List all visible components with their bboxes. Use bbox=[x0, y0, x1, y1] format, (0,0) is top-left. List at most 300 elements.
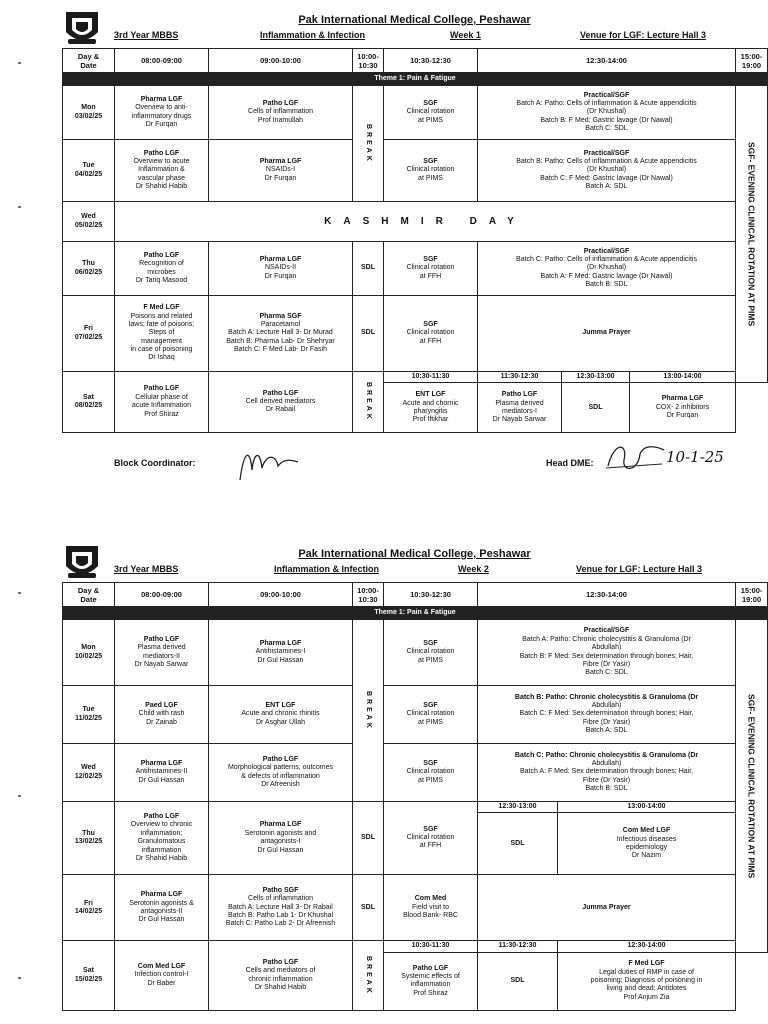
cell-line: chronic inflammation bbox=[248, 975, 313, 983]
cell-line: Dr Nazim bbox=[631, 852, 662, 860]
cell-line: Abdullah) bbox=[591, 759, 622, 767]
cell-heading: Pharma SGF bbox=[259, 312, 302, 320]
slot-5 bbox=[478, 686, 736, 744]
cell-heading: Patho LGF bbox=[501, 391, 538, 399]
cell-line: Dr Afreenish bbox=[261, 780, 300, 788]
slot-4 bbox=[384, 686, 478, 744]
cell-line: management bbox=[141, 337, 182, 345]
row-fri bbox=[63, 296, 768, 372]
cell-heading: Com Med LGF bbox=[622, 827, 671, 835]
cell-line: Prof Inamullah bbox=[257, 116, 304, 124]
cell-line: at FFH bbox=[419, 272, 442, 280]
cell-heading: Batch C: Patho: Chronic cholecystitis & Granuloma (Dr bbox=[514, 751, 699, 759]
cell-line: living and dead; Antidotes bbox=[606, 985, 687, 993]
slot-4 bbox=[384, 875, 478, 941]
cell-line: Child with rash bbox=[138, 710, 185, 718]
day-cell: Thu 06/02/25 bbox=[63, 242, 115, 296]
cell-line: COX- 2 inhibitors bbox=[655, 403, 710, 411]
header-row bbox=[63, 49, 768, 73]
slot-1 bbox=[115, 372, 209, 433]
cell-heading: Pharma LGF bbox=[140, 891, 183, 899]
cell-line: Dr Furqan bbox=[666, 412, 699, 420]
week-label: Week 1 bbox=[450, 30, 481, 40]
cell-line: Dr Furqan bbox=[264, 174, 297, 182]
cell-line: Dr Rabail bbox=[265, 406, 296, 414]
slot-2 bbox=[209, 744, 353, 802]
cell-line: Dr Furqan bbox=[264, 272, 297, 280]
cell-line: Dr Tariq Masood bbox=[135, 276, 188, 284]
timetable-week-2 bbox=[62, 542, 767, 1011]
row-tue bbox=[63, 686, 768, 744]
cell-line: inflammatory drugs bbox=[131, 112, 192, 120]
cell-line: Cellular phase of bbox=[135, 393, 188, 401]
cell-line: Batch C: SDL bbox=[585, 125, 628, 133]
break-cell: BREAK bbox=[353, 86, 384, 202]
cell-line: Batch B: Patho Lab 1- Dr Khushal bbox=[227, 912, 334, 920]
cell-line: at FFH bbox=[419, 337, 442, 345]
slot-5 bbox=[478, 620, 736, 686]
cell-line: at PIMS bbox=[418, 776, 443, 784]
theme-row bbox=[63, 73, 768, 86]
cell-heading: Patho LGF bbox=[143, 813, 180, 821]
col-t2: 09:00-10:00 bbox=[209, 49, 353, 73]
cell-line: NSAIDs-II bbox=[264, 264, 297, 272]
row-fri bbox=[63, 875, 768, 941]
sub-time: 12:30-13:00 bbox=[478, 802, 558, 813]
sub-slot-4 bbox=[630, 383, 736, 433]
cell-heading: Practical/SGF bbox=[583, 149, 630, 157]
day-cell: Fri 07/02/25 bbox=[63, 296, 115, 372]
cell-line: mediators-I bbox=[501, 407, 537, 415]
cell-line: Dr Gul Hassan bbox=[257, 656, 304, 664]
cell-line: Poisons and related bbox=[130, 312, 193, 320]
slot-4 bbox=[384, 86, 478, 140]
row-thu-subheader bbox=[63, 802, 768, 813]
slot-4 bbox=[384, 242, 478, 296]
cell-line: Overview to chronic bbox=[130, 821, 193, 829]
cell-line: Plasma derived bbox=[137, 644, 186, 652]
cell-heading: SGF bbox=[423, 759, 438, 767]
day-cell: Mon 03/02/25 bbox=[63, 86, 115, 140]
cell-line: & defects of inflammation bbox=[241, 772, 320, 780]
cell-line: in case of poisoning bbox=[130, 346, 193, 354]
slot-4 bbox=[384, 620, 478, 686]
module-label: Inflammation & Infection bbox=[274, 564, 380, 574]
head-dme-label: Head DME: bbox=[546, 458, 594, 468]
slot-1 bbox=[115, 686, 209, 744]
cell-line: Abdullah) bbox=[591, 644, 622, 652]
cell-line: at PIMS bbox=[418, 718, 443, 726]
sub-slot-1 bbox=[384, 952, 478, 1010]
slot-2 bbox=[209, 296, 353, 372]
cell-line: Infection control-I bbox=[134, 971, 189, 979]
slot-2 bbox=[209, 86, 353, 140]
cell-line: NSAIDs-I bbox=[265, 166, 296, 174]
sdl-cell: SDL bbox=[353, 296, 384, 372]
cell-line: at PIMS bbox=[418, 656, 443, 664]
cell-line: inflammation; bbox=[140, 829, 183, 837]
cell-line: Steps of bbox=[148, 329, 175, 337]
cell-line: Recognition of bbox=[139, 260, 184, 268]
sub-time: 11:30-12:30 bbox=[478, 941, 558, 952]
cell-heading: Pharma LGF bbox=[259, 639, 302, 647]
cell-heading: Patho LGF bbox=[262, 958, 299, 966]
slot-2 bbox=[209, 875, 353, 941]
slot-4 bbox=[384, 744, 478, 802]
cell-line: Batch A: Patho: Chronic cholecystitis & Granuloma (Dr bbox=[522, 635, 691, 643]
cell-heading: ENT LGF bbox=[415, 391, 446, 399]
cell-line: Batch A: Patho: Cells of inflammation & Acute appendicitis bbox=[516, 99, 697, 107]
sdl-cell: SDL bbox=[478, 952, 558, 1010]
schedule-table bbox=[62, 582, 768, 1011]
row-thu bbox=[63, 242, 768, 296]
col-t3: 10:00- 10:30 bbox=[353, 583, 384, 607]
sub-time: 10:30-11:30 bbox=[384, 941, 478, 952]
cell-heading: Patho LGF bbox=[143, 251, 180, 259]
cell-line: Serotonin agonists and bbox=[244, 829, 317, 837]
sub-time: 13:00-14:00 bbox=[630, 372, 736, 383]
cell-heading: Patho LGF bbox=[143, 635, 180, 643]
cell-line: Batch B: SDL bbox=[585, 785, 628, 793]
cell-line: Clinical rotation bbox=[406, 768, 455, 776]
cell-heading: F Med LGF bbox=[143, 304, 180, 312]
cell-line: epidemiology bbox=[625, 843, 668, 851]
sdl-cell: SDL bbox=[353, 802, 384, 875]
cell-line: Prof Iftikhar bbox=[412, 416, 449, 424]
cell-heading: Com Med bbox=[414, 895, 447, 903]
cell-line: Dr Zainab bbox=[146, 718, 177, 726]
block-coordinator-label: Block Coordinator: bbox=[114, 458, 196, 468]
cell-line: at PIMS bbox=[418, 116, 443, 124]
cell-heading: SGF bbox=[423, 255, 438, 263]
cell-heading: SGF bbox=[423, 825, 438, 833]
year-label: 3rd Year MBBS bbox=[114, 564, 179, 574]
cell-line: Field visit to bbox=[412, 903, 449, 911]
cell-heading: SGF bbox=[423, 99, 438, 107]
cell-line: Prof Shiraz bbox=[413, 989, 448, 997]
cell-line: Acute and chornic bbox=[402, 399, 459, 407]
slot-5 bbox=[478, 140, 736, 202]
col-t6: 15:00- 19:00 bbox=[736, 49, 768, 73]
cell-line: Cell derived mediators bbox=[245, 398, 316, 405]
break-cell: BREAK bbox=[353, 941, 384, 1010]
cell-heading: Patho LGF bbox=[262, 99, 299, 107]
slot-1 bbox=[115, 242, 209, 296]
slot-5 bbox=[478, 86, 736, 140]
cell-heading: Batch B: Patho: Chronic cholecystitis & Granuloma (Dr bbox=[514, 693, 699, 701]
cell-line: Batch A: Lecture Hall 3- Dr Rabail bbox=[228, 903, 333, 911]
cell-line: Dr Nayab Sarwar bbox=[134, 660, 189, 668]
cell-line: Fibre (Dr Yasir) bbox=[582, 776, 631, 784]
cell-line: Batch B: SDL bbox=[585, 281, 628, 289]
cell-heading: Pharma LGF bbox=[259, 157, 302, 165]
cell-line: Batch C: F Med Lab- Dr Fasih bbox=[234, 346, 327, 354]
cell-line: Overview to anti- bbox=[135, 104, 188, 112]
slot-4 bbox=[384, 296, 478, 372]
cell-line: Dr Nayab Sarwar bbox=[492, 416, 547, 424]
cell-line: laws; fate of poisons; bbox=[128, 320, 195, 328]
cell-heading: Pharma LGF bbox=[140, 95, 183, 103]
cell-line: microbes bbox=[147, 268, 176, 276]
cell-heading: Patho LGF bbox=[143, 385, 180, 393]
col-t3: 10:00- 10:30 bbox=[353, 49, 384, 73]
cell-line: Fibre (Dr Yasir) bbox=[582, 660, 631, 668]
cell-line: Batch C: F Med: Gastric lavage (Dr Nawal) bbox=[540, 174, 673, 182]
col-t6: 15:00- 19:00 bbox=[736, 583, 768, 607]
slot-2 bbox=[209, 686, 353, 744]
col-t1: 08:00-09:00 bbox=[115, 49, 209, 73]
sheet-header bbox=[62, 8, 767, 48]
col-t1: 08:00-09:00 bbox=[115, 583, 209, 607]
coordinator-signature-icon bbox=[232, 440, 302, 490]
slot-2 bbox=[209, 802, 353, 875]
row-wed bbox=[63, 744, 768, 802]
slot-2 bbox=[209, 140, 353, 202]
cell-heading: SGF bbox=[423, 639, 438, 647]
cell-line: Batch A: SDL bbox=[585, 183, 628, 191]
cell-heading: F Med LGF bbox=[628, 960, 665, 968]
cell-line: Dr Furqan bbox=[145, 120, 178, 128]
cell-heading: Pharma LGF bbox=[140, 759, 183, 767]
sub-time: 11:30-12:30 bbox=[478, 372, 562, 383]
cell-line: Clinical rotation bbox=[406, 329, 455, 337]
slot-2 bbox=[209, 620, 353, 686]
slot-1 bbox=[115, 875, 209, 941]
cell-line: Batch A: F Med: Sex determination through bones; Hair, bbox=[519, 768, 694, 776]
cell-line: Cells and mediators of bbox=[245, 967, 316, 975]
signature-date: 10-1-25 bbox=[666, 448, 724, 466]
row-tue bbox=[63, 140, 768, 202]
cell-line: Prof Anjum Zia bbox=[623, 993, 670, 1001]
cell-line: Dr Shahid Habib bbox=[254, 983, 307, 991]
break-cell: BREAK bbox=[353, 620, 384, 802]
day-cell: Wed 12/02/25 bbox=[63, 744, 115, 802]
day-cell: Tue 11/02/25 bbox=[63, 686, 115, 744]
cell-line: Cells of inflammation bbox=[248, 108, 313, 116]
theme-row bbox=[63, 607, 768, 620]
cell-line: Antihistamines-I bbox=[255, 648, 306, 656]
cell-heading: Pharma LGF bbox=[259, 255, 302, 263]
slot-1 bbox=[115, 140, 209, 202]
slot-2 bbox=[209, 372, 353, 433]
cell-line: Batch C: Patho Lab 2- Dr Afreenish bbox=[225, 920, 336, 928]
cell-heading: Com Med LGF bbox=[137, 963, 186, 970]
break-cell: BREAK bbox=[353, 372, 384, 433]
cell-line: Batch A: SDL bbox=[585, 727, 628, 735]
cell-heading: Practical/SGF bbox=[583, 91, 630, 99]
college-name: Pak International Medical College, Peshawar bbox=[298, 14, 531, 26]
cell-line: Infectious diseases bbox=[616, 835, 677, 843]
cell-line: Fibre (Dr Yasir) bbox=[582, 718, 631, 726]
day-cell: Fri 14/02/25 bbox=[63, 875, 115, 941]
col-t4: 10:30-12:30 bbox=[384, 49, 478, 73]
cell-heading: Practical/SGF bbox=[583, 627, 630, 635]
cell-line: Paracetamol bbox=[260, 320, 301, 328]
cell-line: Prof Shiraz bbox=[144, 410, 179, 418]
cell-line: antagonists-I bbox=[260, 838, 301, 846]
cell-line: Batch A: F Med: Gastric lavage (Dr Nawal) bbox=[540, 272, 673, 280]
sub-slot-1 bbox=[384, 383, 478, 433]
cell-line: Dr Ishaq bbox=[148, 354, 175, 362]
cell-line: pharyngitis bbox=[413, 407, 448, 415]
cell-line: inflammation bbox=[410, 981, 451, 989]
slot-1 bbox=[115, 744, 209, 802]
cell-line: Clinical rotation bbox=[406, 710, 455, 718]
cell-line: Abdullah) bbox=[591, 701, 622, 709]
jumma-cell: Jumma Prayer bbox=[478, 296, 736, 372]
cell-line: Serotonin agonists & bbox=[129, 899, 194, 907]
cell-line: Overview to acute bbox=[133, 157, 190, 165]
cell-heading: Patho LGF bbox=[412, 964, 449, 972]
cell-line: at PIMS bbox=[418, 174, 443, 182]
slot-2 bbox=[209, 242, 353, 296]
evening-rotation: SGF- EVENING CLINICAL ROTATION AT PIMS bbox=[736, 620, 768, 953]
cell-line: Dr Gul Hassan bbox=[138, 776, 185, 784]
cell-line: vascular phase bbox=[137, 174, 186, 182]
cell-line: Clinical rotation bbox=[406, 166, 455, 174]
cell-line: Dr Shahid Habib bbox=[135, 854, 188, 862]
sheet-header bbox=[62, 542, 767, 582]
cell-line: Clinical rotation bbox=[406, 648, 455, 656]
cell-line: Dr Asghar Ullah bbox=[255, 718, 306, 726]
slot-5 bbox=[478, 744, 736, 802]
theme-bar: Theme 1: Pain & Fatigue bbox=[63, 73, 768, 86]
slot-1 bbox=[115, 620, 209, 686]
holiday-cell: KASHMIR DAY bbox=[115, 202, 736, 242]
row-mon bbox=[63, 620, 768, 686]
sdl-cell: SDL bbox=[478, 813, 558, 875]
cell-line: Granulomatous bbox=[137, 838, 186, 846]
cell-line: poisoning; Diagnosis of poisoning in bbox=[590, 977, 703, 985]
row-sat-subheader bbox=[63, 372, 768, 383]
header-row bbox=[63, 583, 768, 607]
day-cell: Thu 13/02/25 bbox=[63, 802, 115, 875]
cell-line: at FFH bbox=[419, 842, 442, 850]
row-mon bbox=[63, 86, 768, 140]
cell-line: Plasma derived bbox=[495, 399, 544, 407]
slot-4 bbox=[384, 802, 478, 875]
cell-line: Clinical rotation bbox=[406, 264, 455, 272]
col-t2: 09:00-10:00 bbox=[209, 583, 353, 607]
sdl-cell: SDL bbox=[353, 242, 384, 296]
cell-heading: Pharma LGF bbox=[259, 821, 302, 829]
cell-heading: Practical/SGF bbox=[583, 247, 630, 255]
cell-line: Batch B: Pharma Lab- Dr Shehryar bbox=[226, 337, 335, 345]
cell-line: Dr Gul Hassan bbox=[138, 916, 185, 924]
sub-slot-3 bbox=[558, 952, 736, 1010]
cell-line: acute Inflammation bbox=[131, 402, 192, 410]
day-cell: Sat 08/02/25 bbox=[63, 372, 115, 433]
schedule-table bbox=[62, 48, 768, 433]
cell-line: (Dr Khushal) bbox=[586, 108, 627, 116]
cell-line: Batch B: F Med: Gastric lavage (Dr Nawal) bbox=[540, 116, 673, 124]
cell-heading: Pharma LGF bbox=[661, 395, 704, 403]
slot-1 bbox=[115, 941, 209, 1010]
sdl-cell: SDL bbox=[353, 875, 384, 941]
slot-1 bbox=[115, 86, 209, 140]
cell-line: Blood Bank- RBC bbox=[403, 912, 458, 920]
day-cell: Wed 05/02/25 bbox=[63, 202, 115, 242]
timetable-week-1 bbox=[62, 8, 767, 468]
cell-line: Acute and chronic rhinitis bbox=[241, 710, 320, 718]
sub-time: 12:30-13:00 bbox=[562, 372, 630, 383]
sub-slot-2 bbox=[478, 383, 562, 433]
venue-label: Venue for LGF: Lecture Hall 3 bbox=[580, 30, 707, 40]
row-wed bbox=[63, 202, 768, 242]
cell-line: Dr Shahid Habib bbox=[135, 183, 188, 191]
evening-rotation: SGF- EVENING CLINICAL ROTATION AT PIMS bbox=[736, 86, 768, 383]
jumma-cell: Jumma Prayer bbox=[478, 875, 736, 941]
slot-1 bbox=[115, 802, 209, 875]
day-cell: Mon 10/02/25 bbox=[63, 620, 115, 686]
head-dme-signature-icon bbox=[604, 436, 668, 480]
cell-heading: Patho LGF bbox=[143, 149, 180, 157]
cell-line: Inflammation & bbox=[138, 166, 185, 174]
cell-heading: ENT LGF bbox=[265, 701, 296, 709]
cell-line: Legal duties of RMP in case of bbox=[599, 968, 694, 976]
cell-line: Batch C: SDL bbox=[585, 669, 628, 677]
cell-line: (Dr Khushal) bbox=[586, 264, 627, 272]
sub-time: 13:00-14:00 bbox=[558, 802, 736, 813]
slot-2 bbox=[209, 941, 353, 1010]
cell-line: Dr Baber bbox=[147, 979, 176, 987]
col-t5: 12:30-14:00 bbox=[478, 49, 736, 73]
col-t4: 10:30-12:30 bbox=[384, 583, 478, 607]
cell-heading: Patho LGF bbox=[262, 389, 299, 397]
module-label: Inflammation & Infection bbox=[260, 30, 366, 40]
venue-label: Venue for LGF: Lecture Hall 3 bbox=[576, 564, 703, 574]
cell-heading: Patho LGF bbox=[262, 755, 299, 763]
cell-line: Clinical rotation bbox=[406, 108, 455, 116]
cell-line: Batch A: Lecture Hall 3- Dr Murad bbox=[228, 329, 333, 337]
cell-line: Clinical rotation bbox=[406, 834, 455, 841]
col-t5: 12:30-14:00 bbox=[478, 583, 736, 607]
cell-line: inflammation bbox=[141, 846, 182, 854]
col-day: Day & Date bbox=[63, 49, 115, 73]
cell-line: Batch C: F Med: Sex determination through bones; Hair, bbox=[519, 710, 694, 718]
cell-line: Dr Gul Hassan bbox=[257, 846, 304, 854]
cell-line: Antihistamines-II bbox=[135, 768, 188, 776]
cell-line: Systemic effects of bbox=[401, 972, 460, 980]
col-day: Day & Date bbox=[63, 583, 115, 607]
sdl-cell: SDL bbox=[562, 383, 630, 433]
cell-line: Batch B: Patho: Cells of inflammation & Acute appendicitis bbox=[516, 157, 697, 165]
cell-heading: SGF bbox=[423, 701, 438, 709]
cell-line: Morphological patterns, outcomes bbox=[227, 764, 334, 772]
sub-time: 10:30-11:30 bbox=[384, 372, 478, 383]
slot-5 bbox=[478, 242, 736, 296]
sub-slot-2 bbox=[558, 813, 736, 875]
cell-line: (Dr Khushal) bbox=[586, 166, 627, 174]
cell-line: antagonists-II bbox=[140, 907, 183, 915]
theme-bar: Theme 1: Pain & Fatigue bbox=[63, 607, 768, 620]
slot-4 bbox=[384, 140, 478, 202]
cell-line: Batch C: Patho: Cells of inflammation & Acute appendicitis bbox=[516, 255, 697, 263]
row-sat-subheader bbox=[63, 941, 768, 952]
cell-line: Batch B: F Med: Sex determination through bones; Hair, bbox=[519, 652, 694, 660]
sub-time: 12:30-14:00 bbox=[558, 941, 736, 952]
slot-1 bbox=[115, 296, 209, 372]
day-cell: Tue 04/02/25 bbox=[63, 140, 115, 202]
day-cell: Sat 15/02/25 bbox=[63, 941, 115, 1010]
college-name: Pak International Medical College, Peshawar bbox=[298, 548, 531, 560]
cell-line: Cells of inflammation bbox=[248, 895, 313, 903]
year-label: 3rd Year MBBS bbox=[114, 30, 179, 40]
cell-heading: Paed LGF bbox=[145, 701, 178, 709]
cell-heading: Patho SGF bbox=[262, 886, 299, 894]
cell-heading: SGF bbox=[423, 320, 438, 328]
cell-line: mediators-II bbox=[143, 652, 180, 660]
